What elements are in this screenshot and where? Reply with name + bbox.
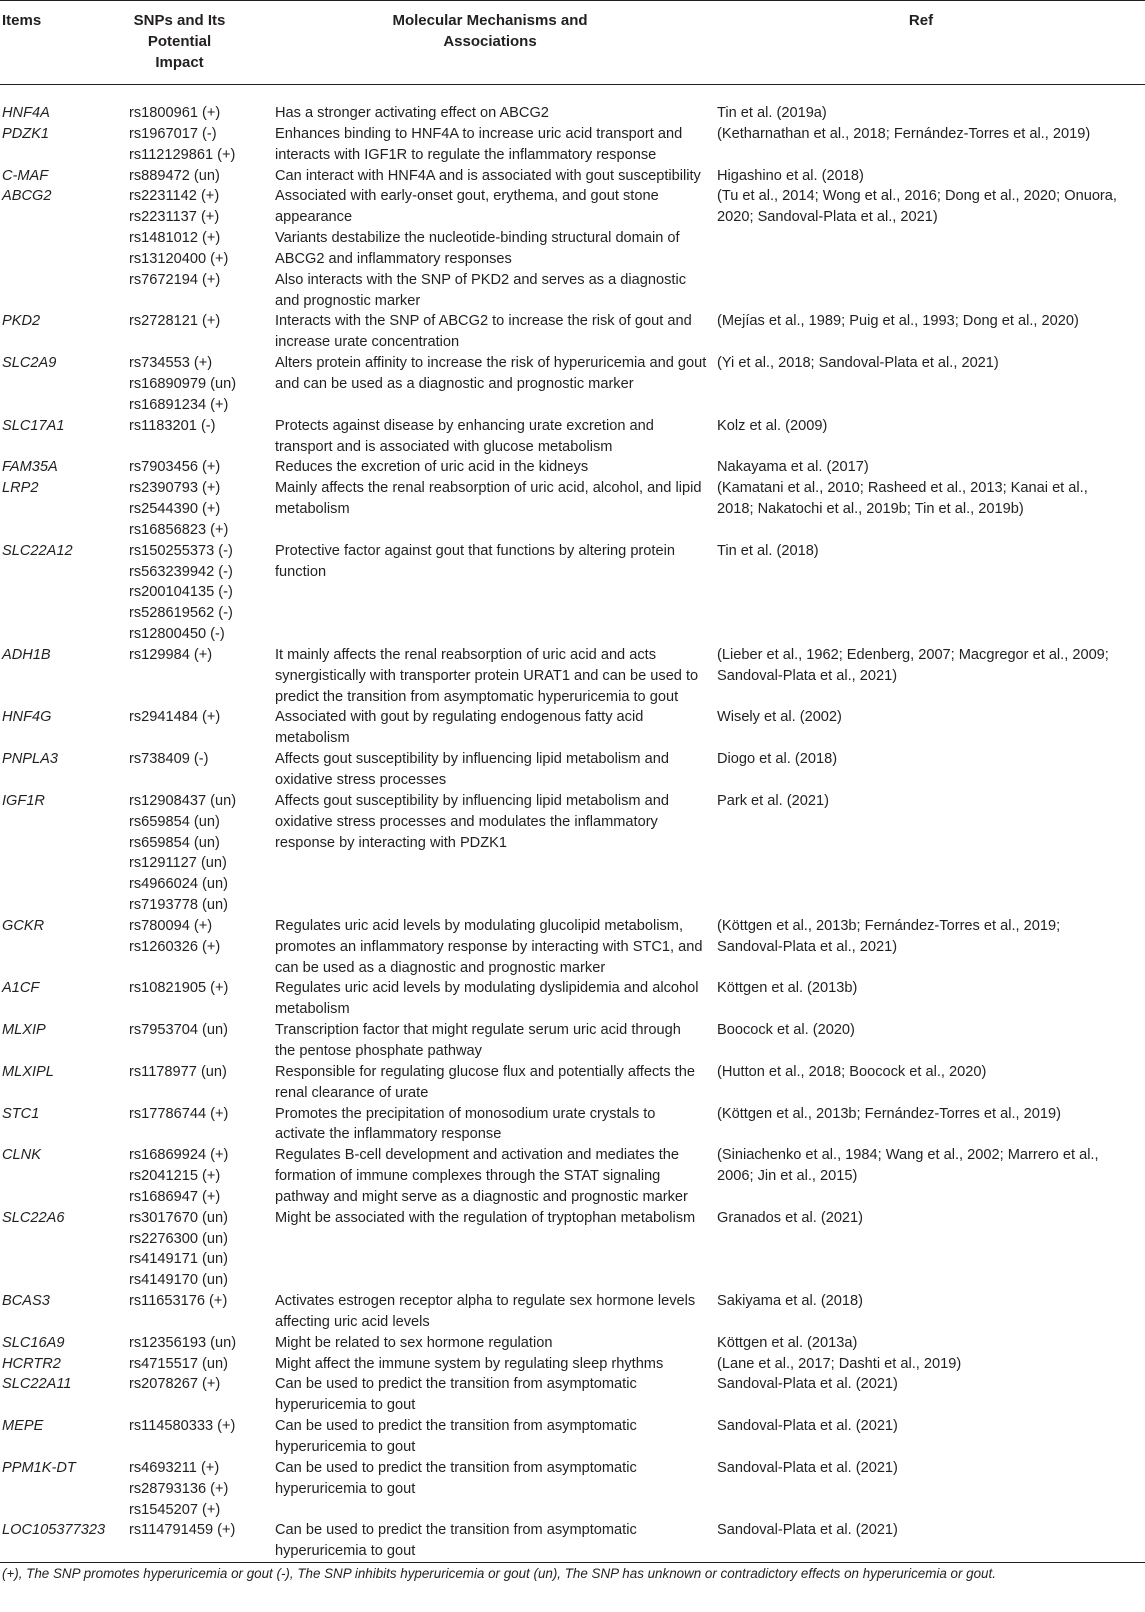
snp-value: rs780094 (+) [129,917,213,934]
snp-cell [128,1333,275,1354]
reference-cell [717,478,1145,541]
snp-cell [128,1374,275,1416]
reference-line: (Kamatani et al., 2010; Rasheed et al., 2013; Kanai et al., [717,480,1088,497]
mechanism-line: Regulates B-cell development and activation and mediates the [275,1147,680,1164]
snp-value: rs738409 (-) [129,751,209,768]
header-line: Associations [443,33,537,50]
mechanism-cell [275,1374,717,1416]
reference-cell [717,1145,1145,1208]
mechanism-line: appearance [275,209,353,226]
mechanism-line: oxidative stress processes and modulates the inflammatory [275,813,658,830]
table-row [0,1062,1145,1104]
table-row [0,166,1145,187]
header-items [0,1,128,85]
gene-name: PDZK1 [2,125,50,142]
snp-cell [128,85,275,124]
mechanism-line: Might be associated with the regulation of tryptophan metabolism [275,1209,696,1226]
table-row [0,457,1145,478]
table-row [0,1291,1145,1333]
reference-line: Kolz et al. (2009) [717,417,828,434]
reference-line: Wisely et al. (2002) [717,709,842,726]
snp-value: rs4149171 (un) [129,1251,228,1268]
table-row [0,916,1145,979]
mechanism-cell [275,541,717,645]
snp-value: rs114580333 (+) [129,1418,236,1435]
reference-line: (Tu et al., 2014; Wong et al., 2016; Dong et al., 2020; Onuora, [717,188,1117,205]
reference-cell [717,916,1145,979]
reference-line: Diogo et al. (2018) [717,751,838,768]
header-ref [717,1,1145,85]
gene-name: MLXIPL [2,1063,54,1080]
snp-value: rs12800450 (-) [129,626,225,643]
reference-line: (Siniachenko et al., 1984; Wang et al., 2002; Marrero et al., [717,1147,1099,1164]
table-row [0,353,1145,416]
snp-value: rs112129861 (+) [129,146,236,163]
table-row [0,1333,1145,1354]
reference-line: Higashino et al. (2018) [717,167,864,184]
gene-name: ABCG2 [2,188,52,205]
reference-line: Nakayama et al. (2017) [717,459,869,476]
snp-value: rs17786744 (+) [129,1105,229,1122]
mechanism-line: Affects gout susceptibility by influencing lipid metabolism and [275,792,669,809]
table-row [0,1354,1145,1375]
mechanism-line: metabolism [275,1001,350,1018]
reference-line: Park et al. (2021) [717,792,829,809]
mechanism-cell [275,166,717,187]
reference-cell [717,124,1145,166]
snp-value: rs7672194 (+) [129,271,221,288]
reference-line: (Mejías et al., 1989; Puig et al., 1993; Dong et al., 2020) [717,313,1079,330]
mechanism-line: hyperuricemia to gout [275,1439,416,1455]
mechanism-line: Can be used to predict the transition from asymptomatic [275,1522,637,1539]
mechanism-line: Promotes the precipitation of monosodium urate crystals to [275,1105,656,1122]
reference-line: (Köttgen et al., 2013b; Fernández-Torres et al., 2019; [717,917,1061,934]
table-row [0,1416,1145,1458]
mechanism-line: oxidative stress processes [275,772,447,788]
mechanism-line: Interacts with the SNP of ABCG2 to increase the risk of gout and [275,313,692,330]
table-header [0,1,1145,85]
mechanism-cell [275,478,717,541]
snp-value: rs1800961 (+) [129,105,221,121]
snp-cell [128,353,275,416]
mechanism-line: Activates estrogen receptor alpha to regulate sex hormone levels [275,1293,696,1310]
reference-cell [717,186,1145,311]
mechanism-line: Associated with gout by regulating endogenous fatty acid [275,709,644,726]
table-row [0,311,1145,353]
snp-cell [128,457,275,478]
snp-cell [128,1208,275,1291]
snp-cell [128,1458,275,1521]
gene-name: A1CF [2,980,40,997]
table-row [0,1520,1145,1562]
reference-cell [717,1062,1145,1104]
mechanism-cell [275,1416,717,1458]
reference-line: (Hutton et al., 2018; Boocock et al., 2020) [717,1063,987,1080]
mechanism-line: synergistically with transporter protein URAT1 and can be used to [275,667,699,684]
snp-cell [128,1291,275,1333]
mechanism-line: Protects against disease by enhancing urate excretion and [275,417,654,434]
snp-value: rs16869924 (+) [129,1147,229,1164]
mechanism-line: Also interacts with the SNP of PKD2 and serves as a diagnostic [275,271,686,288]
snp-value: rs2231137 (+) [129,209,220,226]
reference-cell [717,645,1145,708]
header-line: Ref [908,12,934,29]
reference-line: Sandoval-Plata et al., 2021) [717,667,898,684]
gene-name: SLC22A11 [2,1376,72,1393]
table-row [0,124,1145,166]
mechanism-cell [275,916,717,979]
header-line: Molecular Mechanisms and [392,12,588,29]
reference-line: (Lieber et al., 1962; Edenberg, 2007; Macgregor et al., 2009; [717,646,1109,663]
reference-cell [717,1333,1145,1354]
snp-value: rs1481012 (+) [129,230,221,247]
mechanism-line: pathway and might serve as a diagnostic and prognostic marker [275,1188,688,1205]
snp-value: rs2041215 (+) [129,1168,221,1185]
reference-line: Boocock et al. (2020) [717,1022,855,1039]
table-row [0,707,1145,749]
mechanism-line: activate the inflammatory response [275,1126,502,1143]
mechanism-line: and prognostic marker [275,292,421,309]
snp-cell [128,478,275,541]
snp-value: rs129984 (+) [129,646,213,663]
mechanism-line: Can be used to predict the transition from asymptomatic [275,1459,637,1476]
mechanism-line: transport and is associated with glucose metabolism [275,438,613,455]
snp-cell [128,749,275,791]
snp-cell [128,186,275,311]
gene-name: C-MAF [2,167,49,184]
gene-name: PNPLA3 [2,751,58,768]
mechanism-cell [275,1145,717,1208]
table-row [0,1145,1145,1208]
table-footnote: (+), The SNP promotes hyperuricemia or gout (-), The SNP inhibits hyperuricemia or gout (un), The SNP has unknown or contradictory effects on hyperuricemia or gout. [2,1566,996,1582]
gene-name: CLNK [2,1147,41,1164]
gene-name: IGF1R [2,792,45,809]
gene-name: SLC22A12 [2,542,73,559]
reference-cell [717,707,1145,749]
snp-cell [128,1062,275,1104]
snp-value: rs563239942 (-) [129,563,233,580]
snp-value: rs2231142 (+) [129,188,220,205]
reference-cell [717,166,1145,187]
table-body [0,85,1145,1563]
mechanism-line: the pentose phosphate pathway [275,1042,482,1059]
reference-line: (Lane et al., 2017; Dashti et al., 2019) [717,1355,962,1372]
reference-line: Sandoval-Plata et al. (2021) [717,1418,898,1435]
mechanism-line: Has a stronger activating effect on ABCG2 [275,105,549,121]
gene-name: MEPE [2,1418,44,1435]
reference-line: Sandoval-Plata et al. (2021) [717,1522,898,1539]
snp-cell [128,1145,275,1208]
mechanism-cell [275,1208,717,1291]
table-row [0,1374,1145,1416]
snp-value: rs11653176 (+) [129,1293,228,1310]
mechanism-line: Might affect the immune system by regulating sleep rhythms [275,1355,664,1372]
mechanism-line: hyperuricemia to gout [275,1397,416,1414]
table-row [0,1104,1145,1146]
snp-cell [128,978,275,1020]
mechanism-cell [275,1104,717,1146]
gene-name: LOC105377323 [0,1520,128,1562]
reference-line: Sandoval-Plata et al., 2021) [717,938,898,955]
gene-name: GCKR [2,917,45,934]
reference-line: 2020; Sandoval-Plata et al., 2021) [717,209,938,226]
gene-name: HNF4G [2,709,52,726]
snp-cell [128,1354,275,1375]
snp-value: rs528619562 (-) [129,605,233,622]
snp-value: rs1545207 (+) [129,1501,221,1518]
reference-cell [717,1374,1145,1416]
snp-value: rs659854 (un) [129,834,220,851]
gene-name: HCRTR2 [2,1355,61,1372]
snp-value: rs1291127 (un) [129,855,227,872]
mechanism-line: Enhances binding to HNF4A to increase uric acid transport and [275,125,683,142]
snp-value: rs1183201 (-) [129,417,216,434]
gene-name: STC1 [2,1105,40,1122]
snp-value: rs2941484 (+) [129,709,221,726]
snp-value: rs3017670 (un) [129,1209,228,1226]
reference-line: 2006; Jin et al., 2015) [717,1168,858,1185]
mechanism-cell [275,85,717,124]
mechanism-line: Mainly affects the renal reabsorption of uric acid, alcohol, and lipid [275,480,702,497]
header-line: Impact [155,54,204,71]
table-row [0,478,1145,541]
snp-value: rs7953704 (un) [129,1022,228,1039]
mechanism-line: predict the transition from asymptomatic hyperuricemia to gout [275,688,679,705]
header-line: Potential [147,33,212,50]
snp-value: rs889472 (un) [129,167,220,184]
reference-line: Sandoval-Plata et al. (2021) [717,1459,898,1476]
reference-line: Tin et al. (2019a) [717,105,827,121]
snp-value: rs2544390 (+) [129,501,221,518]
table-row [0,1458,1145,1521]
reference-cell [717,541,1145,645]
reference-cell [717,1458,1145,1521]
mechanism-cell [275,1291,717,1333]
gene-name: BCAS3 [2,1293,50,1310]
snp-cell [128,916,275,979]
mechanism-line: Affects gout susceptibility by influencing lipid metabolism and [275,751,669,768]
mechanism-line: Can interact with HNF4A and is associated with gout susceptibility [275,167,701,184]
mechanism-line: hyperuricemia to gout [275,1543,416,1560]
reference-cell [717,749,1145,791]
mechanism-line: promotes an inflammatory response by interacting with STC1, and [275,938,703,955]
snp-value: rs114791459 (+) [129,1522,236,1539]
mechanism-line: Responsible for regulating glucose flux and potentially affects the [275,1063,695,1080]
gene-name: FAM35A [2,459,58,476]
gene-name: PKD2 [2,313,41,330]
mechanism-cell [275,1333,717,1354]
table-row [0,645,1145,708]
gene-name: HNF4A [2,105,50,121]
snp-cell [128,1416,275,1458]
snp-value: rs150255373 (-) [129,542,233,559]
table-row [0,1020,1145,1062]
table-row [0,186,1145,311]
snp-value: rs12908437 (un) [129,792,237,809]
snp-cell [128,166,275,187]
mechanism-line: formation of immune complexes through the STAT signaling [275,1168,661,1185]
reference-cell [717,311,1145,353]
gene-name: SLC2A9 [2,355,57,372]
snp-value: rs659854 (un) [129,813,220,830]
mechanism-line: interacts with IGF1R to regulate the inflammatory response [275,146,657,163]
mechanism-line: Variants destabilize the nucleotide-binding structural domain of [275,230,680,247]
reference-line: (Yi et al., 2018; Sandoval-Plata et al., 2021) [717,355,999,372]
reference-line: Sakiyama et al. (2018) [717,1293,864,1310]
table-row [0,416,1145,458]
gene-name: SLC22A6 [2,1209,65,1226]
snp-value: rs13120400 (+) [129,250,229,267]
mechanism-line: Can be used to predict the transition from asymptomatic [275,1418,637,1435]
reference-cell [717,1354,1145,1375]
mechanism-line: response by interacting with PDZK1 [275,834,507,851]
reference-line: Köttgen et al. (2013a) [717,1334,858,1351]
mechanism-cell [275,978,717,1020]
mechanism-cell [275,353,717,416]
snp-cell [128,311,275,353]
snp-value: rs1967017 (-) [129,125,217,142]
snp-value: rs16856823 (+) [129,521,229,538]
header-mechanisms [275,1,717,85]
mechanism-cell [275,1520,717,1562]
reference-line: Granados et al. (2021) [717,1209,864,1226]
snp-cell [128,707,275,749]
snp-value: rs200104135 (-) [129,584,233,601]
table-row [0,791,1145,916]
mechanism-cell [275,749,717,791]
table-row [0,1208,1145,1291]
mechanism-line: can be used as a diagnostic and prognostic marker [275,959,606,976]
snp-value: rs4149170 (un) [129,1272,228,1289]
snp-value: rs1686947 (+) [129,1188,221,1205]
snp-value: rs2276300 (un) [129,1230,228,1247]
mechanism-cell [275,1458,717,1521]
snp-cell [128,1020,275,1062]
gene-name: PPM1K-DT [2,1459,76,1476]
mechanism-cell [275,186,717,311]
mechanism-line: It mainly affects the renal reabsorption of uric acid and acts [275,646,656,663]
snp-value: rs734553 (+) [129,355,213,372]
mechanism-line: Protective factor against gout that functions by altering protein [275,542,675,559]
mechanism-line: Transcription factor that might regulate serum uric acid through [275,1022,681,1039]
mechanism-line: affecting uric acid levels [275,1313,430,1330]
snp-cell [128,416,275,458]
mechanism-line: function [275,563,327,580]
mechanism-line: Associated with early-onset gout, erythema, and gout stone [275,188,659,205]
snp-value: rs1178977 (un) [129,1063,227,1080]
mechanism-cell [275,416,717,458]
mechanism-line: Might be related to sex hormone regulation [275,1334,553,1351]
snp-value: rs1260326 (+) [129,938,221,955]
snp-value: rs12356193 (un) [129,1334,237,1351]
reference-cell [717,1020,1145,1062]
reference-cell [717,1208,1145,1291]
reference-cell [717,1291,1145,1333]
mechanism-cell [275,457,717,478]
snp-cell [128,1104,275,1146]
mechanism-cell [275,645,717,708]
mechanism-cell [275,791,717,916]
mechanism-line: renal clearance of urate [275,1084,429,1101]
reference-cell [717,85,1145,124]
mechanism-cell [275,1020,717,1062]
mechanism-cell [275,1062,717,1104]
gene-name: LRP2 [2,480,39,497]
snp-cell [128,541,275,645]
reference-cell [717,1104,1145,1146]
snp-cell [128,791,275,916]
mechanism-cell [275,311,717,353]
mechanism-line: Reduces the excretion of uric acid in the kidneys [275,459,589,476]
mechanism-line: and can be used as a diagnostic and prognostic marker [275,375,634,392]
reference-cell [717,978,1145,1020]
reference-line: (Ketharnathan et al., 2018; Fernández-Torres et al., 2019) [717,125,1091,142]
table-row [0,85,1145,124]
snp-value: rs28793136 (+) [129,1480,229,1497]
table-row [0,749,1145,791]
snp-cell [128,1520,275,1562]
mechanism-line: metabolism [275,501,350,518]
reference-cell [717,1416,1145,1458]
header-line: SNPs and Its [133,12,226,29]
snp-value: rs2078267 (+) [129,1376,221,1393]
table-row [0,541,1145,645]
mechanism-cell [275,707,717,749]
snp-value: rs2390793 (+) [129,480,221,497]
gene-name: SLC16A9 [2,1334,65,1351]
mechanism-cell [275,124,717,166]
snp-cell [128,124,275,166]
mechanism-line: hyperuricemia to gout [275,1480,416,1497]
table-row [0,978,1145,1020]
reference-line: Sandoval-Plata et al. (2021) [717,1376,898,1393]
gene-name: ADH1B [2,646,51,663]
reference-line: (Köttgen et al., 2013b; Fernández-Torres et al., 2019) [717,1105,1061,1122]
mechanism-line: Alters protein affinity to increase the risk of hyperuricemia and gout [275,355,707,372]
reference-cell [717,791,1145,916]
mechanism-line: ABCG2 and inflammatory responses [275,250,512,267]
reference-line: Tin et al. (2018) [717,542,819,559]
reference-line: 2018; Nakatochi et al., 2019b; Tin et al., 2019b) [717,501,1024,518]
snp-value: rs16891234 (+) [129,396,229,413]
reference-line: Köttgen et al. (2013b) [717,980,858,997]
reference-cell [717,416,1145,458]
snp-value: rs10821905 (+) [129,980,229,997]
reference-cell [717,457,1145,478]
mechanism-line: Regulates uric acid levels by modulating dyslipidemia and alcohol [275,980,699,997]
mechanism-line: Regulates uric acid levels by modulating glucolipid metabolism, [275,917,684,934]
reference-cell [717,353,1145,416]
mechanism-line: Can be used to predict the transition from asymptomatic [275,1376,637,1393]
snp-value: rs2728121 (+) [129,313,221,330]
mechanism-line: increase urate concentration [275,334,460,351]
snp-value: rs4715517 (un) [129,1355,228,1372]
gene-name: SLC17A1 [2,417,65,434]
snp-value: rs7903456 (+) [129,459,221,476]
snp-cell [128,645,275,708]
header-line: Items [2,12,42,29]
reference-cell [717,1520,1145,1562]
mechanism-line: metabolism [275,730,350,747]
header-snps [128,1,275,85]
snp-value: rs4693211 (+) [129,1459,220,1476]
snp-value: rs7193778 (un) [129,897,228,914]
mechanism-cell [275,1354,717,1375]
snp-value: rs4966024 (un) [129,876,228,893]
gene-name: MLXIP [2,1022,46,1039]
snp-value: rs16890979 (un) [129,375,237,392]
